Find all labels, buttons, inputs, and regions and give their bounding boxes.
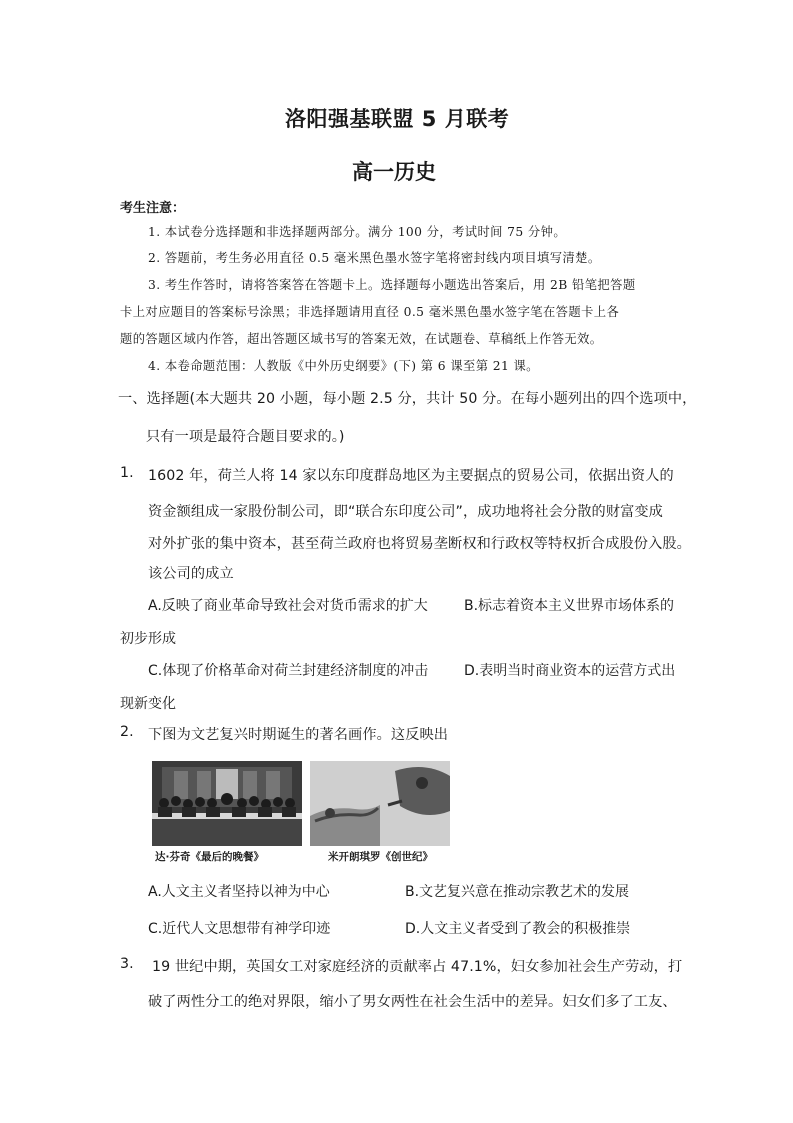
q1-line-3: 对外扩张的集中资本，甚至荷兰政府也将贸易垄断权和行政权等特权折合成股份入股。: [148, 536, 691, 552]
q1-option-c: C.体现了价格革命对荷兰封建经济制度的冲击: [148, 663, 429, 679]
q1-line-4: 该公司的成立: [148, 566, 234, 582]
notice-item-3-cont-2: 题的答题区域内作答，超出答题区域书写的答案无效，在试题卷、草稿纸上作答无效。: [120, 332, 603, 346]
last-supper-image: [152, 761, 302, 846]
notice-item-2: 2. 答题前，考生务必用直径 0.5 毫米黑色墨水签字笔将密封线内项目填写清楚。: [148, 251, 601, 265]
notice-heading: 考生注意：: [120, 201, 186, 216]
caption-creation: 米开朗琪罗《创世纪》: [328, 851, 433, 863]
creation-image: [310, 761, 450, 846]
creation-painting: [310, 761, 450, 846]
last-supper-painting: [152, 761, 302, 846]
q2-option-b: B.文艺复兴意在推动宗教艺术的发展: [405, 884, 630, 900]
q1-option-a: A.反映了商业革命导致社会对货币需求的扩大: [148, 598, 428, 614]
q3-line-1: 19 世纪中期，英国女工对家庭经济的贡献率占 47.1%，妇女参加社会生产劳动，打: [152, 959, 683, 975]
q1-option-b: B.标志着资本主义世界市场体系的: [464, 598, 675, 614]
exam-title: 洛阳强基联盟 5 月联考: [285, 107, 510, 131]
q2-stem: 下图为文艺复兴时期诞生的著名画作。这反映出: [148, 727, 449, 743]
notice-item-4: 4. 本卷命题范围：人教版《中外历史纲要》(下) 第 6 课至第 21 课。: [148, 359, 539, 373]
q2-option-c: C.近代人文思想带有神学印迹: [148, 921, 331, 937]
q1-line-1: 1602 年，荷兰人将 14 家以东印度群岛地区为主要据点的贸易公司，依据出资人的: [148, 468, 674, 484]
q2-number: 2.: [120, 724, 134, 740]
q1-option-d-cont: 现新变化: [120, 696, 176, 712]
q1-number: 1.: [120, 465, 134, 481]
q2-option-d: D.人文主义者受到了教会的积极推崇: [405, 921, 631, 937]
q3-line-2: 破了两性分工的绝对界限，缩小了男女两性在社会生活中的差异。妇女们多了工友、: [148, 994, 677, 1010]
notice-item-1: 1. 本试卷分选择题和非选择题两部分。满分 100 分，考试时间 75 分钟。: [148, 225, 567, 239]
q3-number: 3.: [120, 956, 134, 972]
q2-option-a: A.人文主义者坚持以神为中心: [148, 884, 330, 900]
section-heading-cont: 只有一项是最符合题目要求的。): [146, 429, 345, 445]
section-heading: 一、选择题(本大题共 20 小题，每小题 2.5 分，共计 50 分。在每小题列出的四个选项中，: [118, 391, 697, 407]
q1-line-2: 资金额组成一家股份制公司，即“联合东印度公司”，成功地将社会分散的财富变成: [148, 504, 663, 520]
q1-option-b-cont: 初步形成: [120, 631, 176, 647]
caption-last-supper: 达·芬奇《最后的晚餐》: [155, 851, 264, 863]
notice-item-3-cont-1: 卡上对应题目的答案标号涂黑；非选择题请用直径 0.5 毫米黑色墨水签字笔在答题卡上各: [120, 305, 620, 319]
q1-option-d: D.表明当时商业资本的运营方式出: [464, 663, 676, 679]
notice-item-3: 3. 考生作答时，请将答案答在答题卡上。选择题每小题选出答案后，用 2B 铅笔把答题: [148, 278, 636, 292]
exam-subject: 高一历史: [352, 160, 436, 184]
